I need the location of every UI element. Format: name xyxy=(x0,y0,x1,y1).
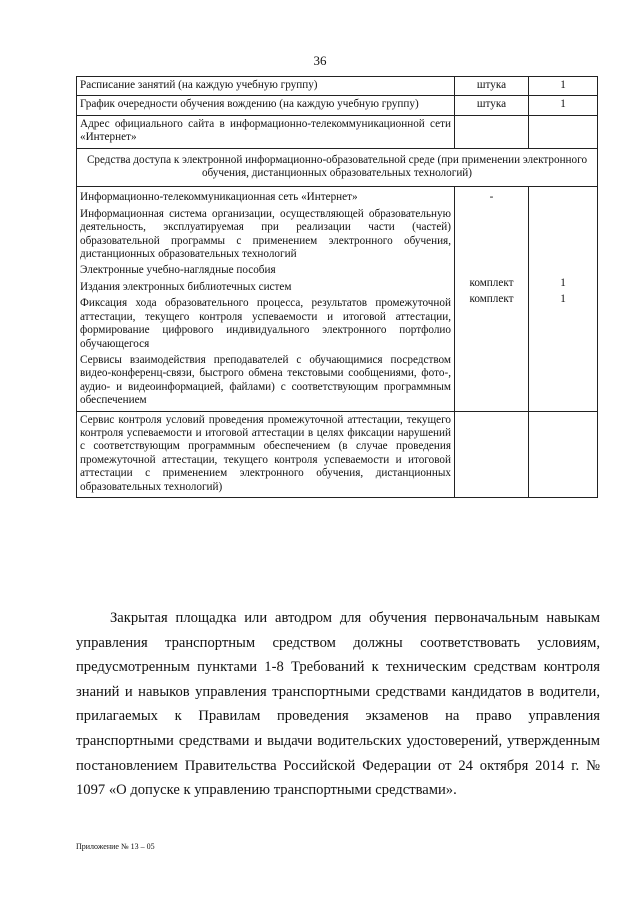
table-row xyxy=(77,411,598,497)
equipment-table xyxy=(76,76,598,498)
list-item: Издания электронных библиотечных систем xyxy=(80,280,292,293)
table-row xyxy=(77,77,598,96)
table-row xyxy=(77,96,598,115)
row-description xyxy=(77,187,455,411)
section-header: Средства доступа к электронной информационно-образовательной среде (при применении электронного обучения, дистанционных образовательных технологий) xyxy=(77,148,598,187)
row-description: Сервис контроля условий проведения промежуточной аттестации, текущего контроля успеваемости и итоговой аттестации в целях фиксации нарушений с соответствующим программным обеспечением (в случае проведения промежуточной аттестации, текущего контроля успеваемости и итоговой аттестации с применением электронного обучения, дистанционных образовательных технологий) xyxy=(77,411,455,497)
row-unit: штука xyxy=(455,96,529,115)
page-number: 36 xyxy=(313,53,327,68)
list-item: Фиксация хода образовательного процесса, результатов промежуточной аттестации, текущего контроля успеваемости и итоговой аттестации, формирование цифрового индивидуального электронного портфолио обучающегося xyxy=(80,297,451,350)
row-quantity xyxy=(529,115,598,148)
row-unit: штука xyxy=(455,77,529,96)
table-row xyxy=(77,187,598,411)
body-paragraph: Закрытая площадка или автодром для обучения первоначальным навыкам управления транспортным средством должны соответствовать условиям, предусмотренным пунктами 1-8 Требований к техническим средствам контроля знаний и навыков управления транспортными средствами кандидатов в водители, прилагаемых к Правилам проведения экзаменов на право управления транспортными средствами и выдачи водительских удостоверений, утвержденным постановлением Правительства Российской Федерации от 24 октября 2014 г. № 1097 «О допуске к управлению транспортными средствами». xyxy=(76,610,600,799)
row-quantity xyxy=(529,411,598,497)
list-item: Электронные учебно-наглядные пособия xyxy=(80,264,276,277)
row-description: График очередности обучения вождению (на каждую учебную группу) xyxy=(77,96,455,115)
row-quantity: 1 xyxy=(529,96,598,115)
row-unit xyxy=(455,115,529,148)
list-item: Сервисы взаимодействия преподавателей с обучающимися посредством видео-конференц-связи, быстрого обмена текстовыми сообщениями, фото-, аудио- и видеоинформацией, файлами) с соответствующим программным обеспечением xyxy=(80,353,451,407)
list-item: Информационная система организации, осуществляющей образовательную деятельность, эксплуатируемая при реализации части (частей) образовательной программы с применением электронного обучения, дистанционных образовательных технологий xyxy=(80,207,451,261)
list-item: Информационно-телекоммуникационная сеть «Интернет» xyxy=(80,191,358,204)
row-description: Адрес официального сайта в информационно-телекоммуникационной сети «Интернет» xyxy=(77,115,455,148)
row-quantity: 1 1 xyxy=(529,187,598,411)
section-header-row xyxy=(77,148,598,187)
row-unit xyxy=(455,411,529,497)
footer-note: Приложение № 13 – 05 xyxy=(76,842,155,851)
row-unit: - комплект комплект xyxy=(455,187,529,411)
table-row xyxy=(77,115,598,148)
row-description: Расписание занятий (на каждую учебную группу) xyxy=(77,77,455,96)
row-quantity: 1 xyxy=(529,77,598,96)
